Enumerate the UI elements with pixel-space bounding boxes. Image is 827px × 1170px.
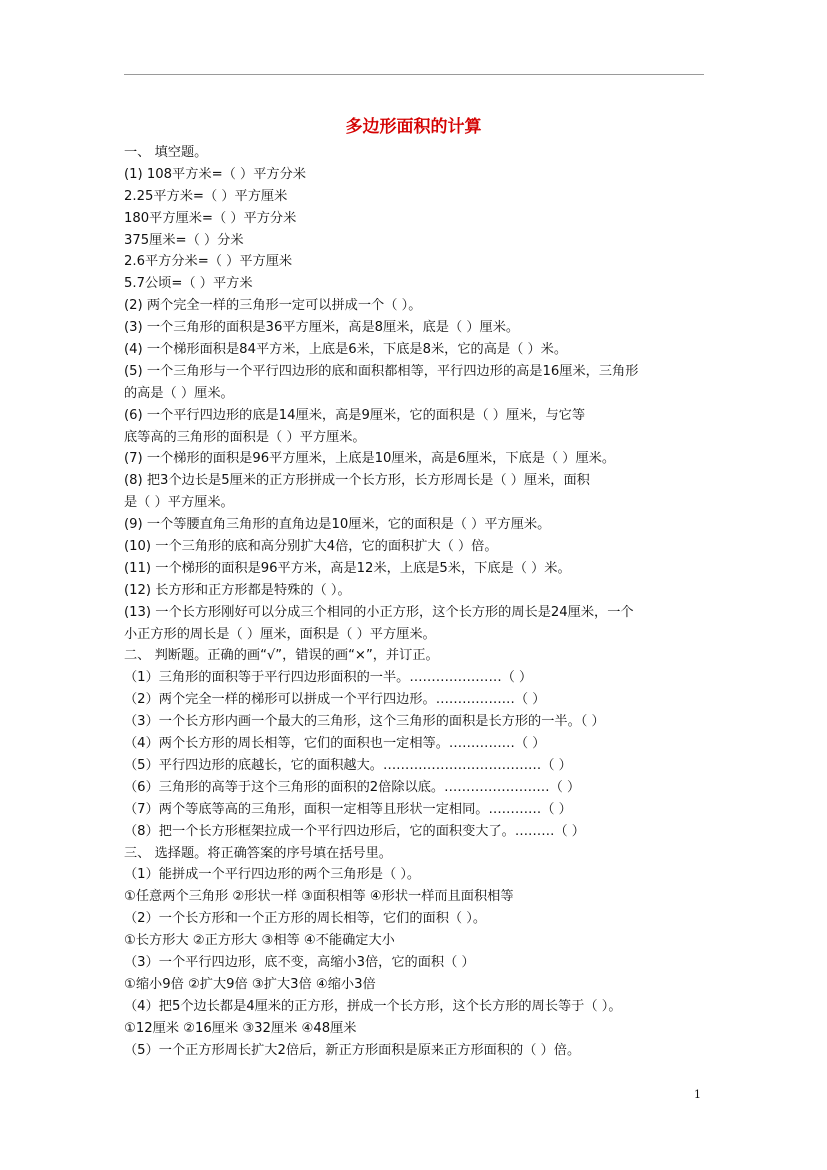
text-line: ①长方形大 ②正方形大 ③相等 ④不能确定大小	[124, 933, 395, 949]
text-line: (1) 108平方米=（ ）平方分米	[124, 166, 306, 182]
text-line: 二、 判断题。正确的画“√”，错误的画“×”，并订正。	[124, 648, 439, 664]
text-line: (12) 长方形和正方形都是特殊的（ ）。	[124, 582, 351, 598]
text-line: （8）把一个长方形框架拉成一个平行四边形后，它的面积变大了。………（ ）	[124, 823, 585, 839]
worksheet-body	[124, 142, 714, 1061]
text-line: （1）三角形的面积等于平行四边形面积的一半。…………………（ ）	[124, 670, 533, 686]
text-line: （5）平行四边形的底越长，它的面积越大。………………………………（ ）	[124, 757, 572, 773]
text-line: (11) 一个梯形的面积是96平方米，高是12米，上底是5米，下底是（ ）米。	[124, 560, 571, 576]
text-line: （1）能拼成一个平行四边形的两个三角形是（ ）。	[124, 867, 421, 883]
text-line: 5.7公顷=（ ）平方米	[124, 276, 253, 292]
text-line: 一、 填空题。	[124, 145, 208, 160]
text-line: (5) 一个三角形与一个平行四边形的底和面积都相等，平行四边形的高是16厘米，三角形	[124, 363, 639, 379]
text-line: （2）两个完全一样的梯形可以拼成一个平行四边形。………………（ ）	[124, 692, 546, 708]
text-line: 2.25平方米=（ ）平方厘米	[124, 188, 288, 204]
text-line: (8) 把3个边长是5厘米的正方形拼成一个长方形，长方形周长是（ ）厘米，面积	[124, 473, 590, 489]
page-number: 1	[694, 1088, 701, 1101]
text-line: 是（ ）平方厘米。	[124, 495, 234, 511]
text-line: （6）三角形的高等于这个三角形的面积的2倍除以底。……………………（ ）	[124, 779, 581, 795]
text-line: （3）一个平行四边形，底不变，高缩小3倍，它的面积（ ）	[124, 954, 475, 970]
text-line: (6) 一个平行四边形的底是14厘米，高是9厘米，它的面积是（ ）厘米，与它等	[124, 407, 586, 423]
text-line: ①缩小9倍 ②扩大9倍 ③扩大3倍 ④缩小3倍	[124, 976, 376, 992]
text-line: (2) 两个完全一样的三角形一定可以拼成一个（ ）。	[124, 298, 422, 314]
text-line: （4）两个长方形的周长相等，它们的面积也一定相等。……………（ ）	[124, 736, 546, 752]
text-line: （7）两个等底等高的三角形，面积一定相等且形状一定相同。…………（ ）	[124, 801, 572, 817]
text-line: (13) 一个长方形刚好可以分成三个相同的小正方形，这个长方形的周长是24厘米，一个	[124, 604, 634, 620]
text-line: （4）把5个边长都是4厘米的正方形，拼成一个长方形，这个长方形的周长等于（ ）。	[124, 998, 622, 1014]
text-line: ①12厘米 ②16厘米 ③32厘米 ④48厘米	[124, 1020, 357, 1036]
text-line: (4) 一个梯形面积是84平方米，上底是6米，下底是8米，它的高是（ ）米。	[124, 342, 568, 358]
text-line: 底等高的三角形的面积是（ ）平方厘米。	[124, 429, 366, 445]
text-line: 180平方厘米=（ ）平方分米	[124, 210, 297, 226]
text-line: 三、 选择题。将正确答案的序号填在括号里。	[124, 845, 392, 861]
text-line: ①任意两个三角形 ②形状一样 ③面积相等 ④形状一样而且面积相等	[124, 889, 514, 905]
page-title: 多边形面积的计算	[345, 117, 482, 137]
text-line: 375厘米=（ ）分米	[124, 232, 244, 248]
text-line: (10) 一个三角形的底和高分别扩大4倍，它的面积扩大（ ）倍。	[124, 539, 498, 555]
text-line: (9) 一个等腰直角三角形的直角边是10厘米，它的面积是（ ）平方厘米。	[124, 517, 551, 533]
text-line: （2）一个长方形和一个正方形的周长相等，它们的面积（ ）。	[124, 911, 487, 927]
text-line: (3) 一个三角形的面积是36平方厘米，高是8厘米，底是（ ）厘米。	[124, 320, 520, 336]
text-line: 2.6平方分米=（ ）平方厘米	[124, 254, 293, 270]
text-line: 小正方形的周长是（ ）厘米，面积是（ ）平方厘米。	[124, 626, 436, 642]
text-line: （5）一个正方形周长扩大2倍后，新正方形面积是原来正方形面积的（ ）倍。	[124, 1042, 581, 1058]
text-line: (7) 一个梯形的面积是96平方厘米，上底是10厘米，高是6厘米，下底是（ ）厘米。	[124, 451, 616, 467]
text-line: （3）一个长方形内画一个最大的三角形，这个三角形的面积是长方形的一半。（ ）	[124, 714, 605, 730]
header-rule	[124, 74, 704, 75]
text-line: 的高是（ ）厘米。	[124, 385, 234, 401]
